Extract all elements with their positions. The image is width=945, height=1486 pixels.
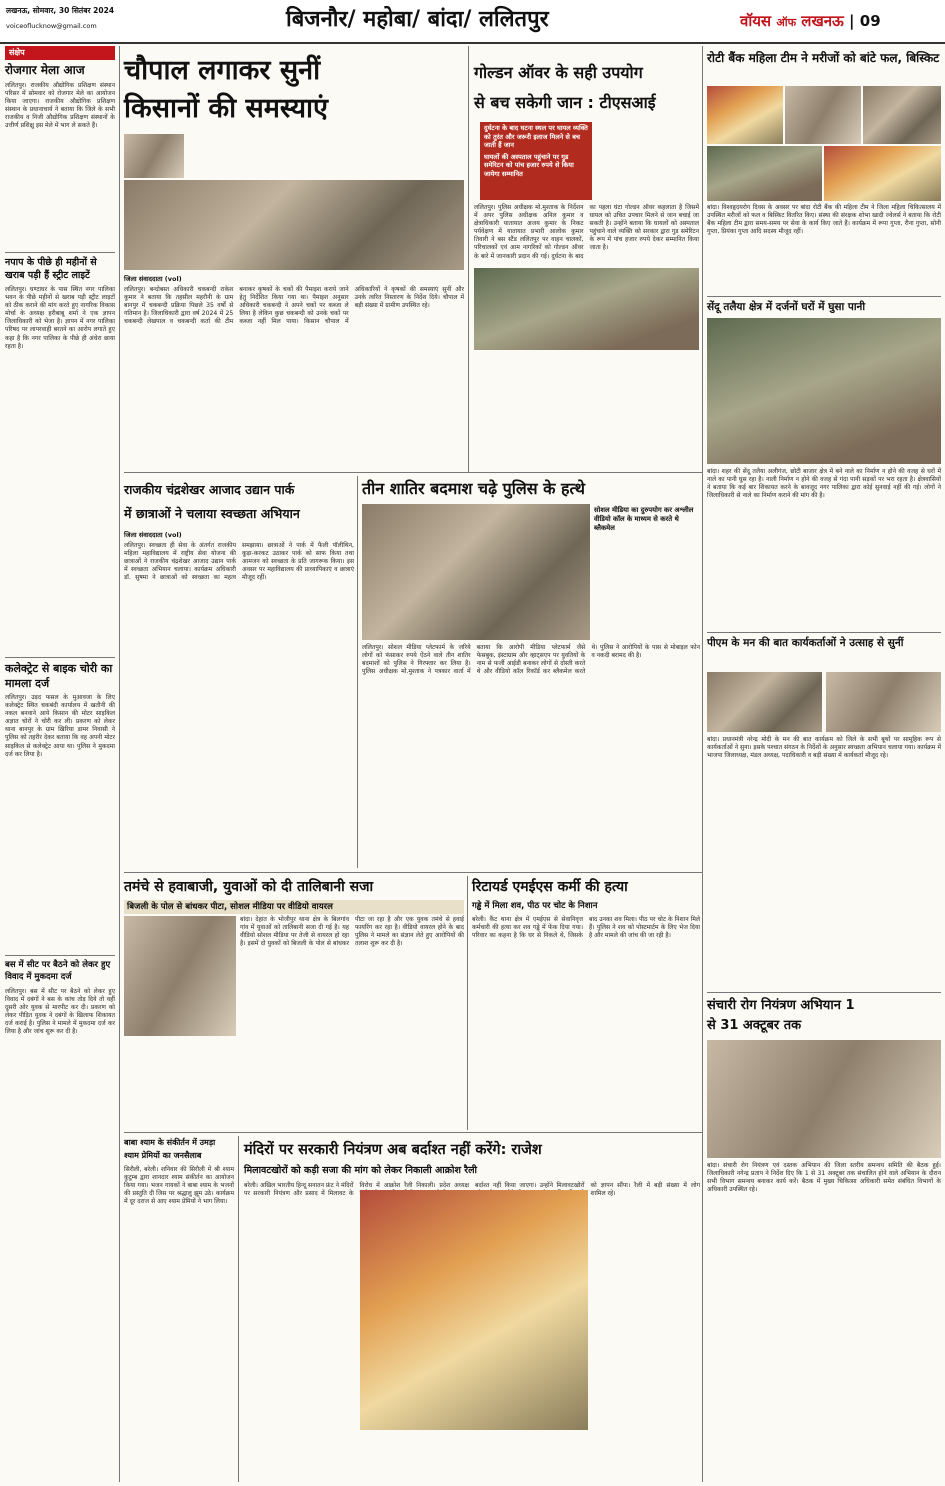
story1-photo-top <box>124 134 184 178</box>
story3-credit: जिला संवाददाता (vol) <box>124 531 182 539</box>
story1-photo-main <box>124 180 464 270</box>
pm-photo-1 <box>707 672 822 732</box>
roti-photo-1 <box>707 86 783 144</box>
sedu-photo <box>707 318 941 464</box>
brief1-body: ललितपुर। राजकीय औद्योगिक प्रशिक्षण संस्थान परिसर में सोमवार को रोजगार मेले का आयोजन किया जाएगा। राजकीय औद्योगिक प्रशिक्षण संस्थान के प्रधानाचार्य ने बताया कि जिले के सभी राजकीय व निजी औद्योगिक प्रशिक्षण संस्थानों के उत्तीर्ण प्रशिक्षु इस मेले में भाग ले सकते हैं। <box>5 82 117 130</box>
roti-photo-5 <box>824 146 941 201</box>
story5-headline: तमंचे से हवाबाजी, युवाओं को दी तालिबानी सजा <box>124 879 374 895</box>
story7-subhead: मिलावटखोरों को कड़ी सजा की मांग को लेकर निकाली आक्रोश रैली <box>244 1165 478 1176</box>
story4-body: ललितपुर। सोशल मीडिया प्लेटफार्म के जरिये लोगों को फंसाकर रुपये ऐंठने वाले तीन शातिर बदमाशों को पुलिस ने गिरफ्तार कर लिया है। पुलिस अधीक्षक मो.मुश्ताक ने पत्रकार वार्ता में बताया कि आरोपी मीडिया प्लेटफार्म जैसे फेसबुक, इंस्टाग्राम और व्हाट्सएप पर युवतियों के नाम से फर्जी आईडी बनाकर लोगों से दोस्ती करते थे और वीडियो कॉल रिकॉर्ड कर ब्लैकमेल करते थे। पुलिस ने आरोपियों के पास से मोबाइल फोन व नकदी बरामद की है। <box>362 644 702 676</box>
brief2-headline: नपाप के पीछे ही महीनों से खराब पड़ी हैं स्ट्रीट लाइटें <box>5 257 97 281</box>
story2-headline-line1: गोल्डन ऑवर के सही उपयोग <box>474 63 643 82</box>
pm-body: बांदा। प्रधानमंत्री नरेन्द्र मोदी के मन की बात कार्यक्रम को जिले के सभी बूथों पर सामूहिक रूप से कार्यकर्ताओं ने सुना। इसके पश्चात संगठन के निर्देशों के अनुसार स्वच्छता अभियान चलाया गया। कार्यक्रम में भाजपा जिलाध्यक्ष, मंडल अध्यक्ष, पदाधिकारी व बड़ी संख्या में कार्यकर्ता मौजूद रहे। <box>707 736 943 760</box>
sanchari-headline-line2: से 31 अक्टूबर तक <box>707 1018 802 1033</box>
story6-headline: रिटायर्ड एमईएस कर्मी की हत्या <box>472 879 628 895</box>
story4-headline: तीन शातिर बदमाश चढ़े पुलिस के हत्थे <box>362 479 585 498</box>
story5-body: बांदा। देहात के भोजीपुर थाना क्षेत्र के बिलगांव गांव में युवाओं को तालिबानी सजा दी गई है। यह वीडियो सोशल मीडिया पर तेजी से वायरल हो रहा है। इसमें दो युवकों को बिजली के पोल से बांधकर पीटा जा रहा है और एक युवक तमंचे से हवाई फायरिंग कर रहा है। वीडियो वायरल होने के बाद पुलिस ने मामले का संज्ञान लेते हुए आरोपियों की तलाश शुरू कर दी है। <box>240 916 466 948</box>
story3-headline-line1: राजकीय चंद्रशेखर आजाद उद्यान पार्क <box>124 482 295 497</box>
story2-photo <box>474 268 699 350</box>
story4-bullet: सोशल मीडिया का दुरुपयोग कर अश्लील वीडियो कॉल के माध्यम से करते थे ब्लैकमेल <box>594 506 694 532</box>
brand-of: ऑफ <box>776 16 797 29</box>
story7-photo <box>360 1190 588 1430</box>
briefs-label: संक्षेप <box>5 46 115 60</box>
story1-body: ललितपुर। बन्दोबस्त अधिकारी चकबन्दी राकेश कुमार ने बताया कि तहसील महरौनी के ग्राम बानपुर में चकबन्दी प्रक्रिया पिछले 35 वर्षों से गतिमान है। जिलाधिकारी द्वारा वर्ष 2024 में 25 चकबन्दी लेखपाल व चकबन्दी कर्ता की टीम बनाकर कृषकों के चकों की पैमाइश कराये जाने हेतु निर्देशित किया गया था। पैमाइश अनुसार अधिकारी चकबन्दी ने अपने चकों पर कब्जा ले लिया है लेकिन कुछ चकबन्दी को उनके चकों पर कब्जा नहीं मिल पाया। किसान चौपाल में अधिकारियों ने कृषकों की समस्याएं सुनीं और उनके त्वरित निस्तारण के निर्देश दिये। चौपाल में बड़ी संख्या में ग्रामीण उपस्थित रहे। <box>124 286 466 326</box>
masthead-date: लखनऊ, सोमवार, 30 सितंबर 2024 <box>6 6 115 15</box>
brand-left: वॉयस <box>740 12 772 30</box>
story4-highlight <box>594 506 700 548</box>
brief3-headline: कलेक्ट्रेट से बाइक चोरी का मामला दर्ज <box>5 662 113 690</box>
story2-headline <box>474 58 694 118</box>
page-number: 09 <box>859 12 881 30</box>
story2-highlights <box>480 122 592 200</box>
pm-photo-2 <box>826 672 941 732</box>
story2-body: ललितपुर। पुलिस अधीक्षक मो.मुश्ताक के निर्देशन में अपर पुलिस अधीक्षक अनिल कुमार व क्षेत्राधिकारी यातायात अजय कुमार के निकट पर्यवेक्षण में यातायात प्रभारी आलोक कुमार तिवारी ने बस स्टैंड ललितपुर पर वाहन चालकों, परिचालकों एवं आम नागरिकों को गोल्डन ऑवर के बारे में जानकारी प्रदान की गई। दुर्घटना के बाद का पहला घंटा गोल्डन ऑवर कहलाता है जिसमें घायल को उचित उपचार मिलने से जान बचाई जा सकती है। उन्होंने बताया कि घायलों को अस्पताल पहुंचाने वाले व्यक्ति को सरकार द्वारा गुड समेरिटन के रूप में पांच हजार रुपये देकर सम्मानित किया जाता है। <box>474 204 701 260</box>
story4-photo <box>362 504 590 640</box>
brief4-body: ललितपुर। बस में सीट पर बैठने को लेकर हुए विवाद में दबंगों ने बस के कांच तोड़ दिये तो वहीं दूसरी ओर युवक से मारपीट कर दी। प्रकरण को लेकर पीड़ित युवक ने दबंगों के खिलाफ शिकायत दर्ज कराई है। पुलिस ने मामले में मुकदमा दर्ज कर लिया है और जांच शुरू कर दी है। <box>5 988 117 1036</box>
shyam-headline-line1: बाबा श्याम के संकीर्तन में उमड़ा <box>124 1138 216 1147</box>
sanchari-body: बांदा। संचारी रोग नियंत्रण एवं दस्तक अभियान की जिला स्तरीय समन्वय समिति की बैठक हुई। जिलाधिकारी नगेन्द्र प्रताप ने निर्देश दिए कि 1 से 31 अक्टूबर तक संचालित होने वाले अभियान के दौरान सभी विभाग समन्वय बनाकर कार्य करें। बैठक में मुख्य चिकित्सा अधिकारी समेत संबंधित विभागों के अधिकारी उपस्थित रहे। <box>707 1162 943 1194</box>
shyam-headline-line2: श्याम प्रेमियों का जनसैलाब <box>124 1151 202 1160</box>
story5-photo <box>124 916 236 1036</box>
story5-subhead: बिजली के पोल से बांधकर पीटा, सोशल मीडिया पर वीडियो वायरल <box>124 900 464 914</box>
edition-title: बिजनौर/ महोबा/ बांदा/ ललितपुर <box>286 7 549 32</box>
story3-body: ललितपुर। स्वच्छता ही सेवा के अंतर्गत राजकीय महिला महाविद्यालय में राष्ट्रीय सेवा योजना की छात्राओं ने राजकीय चंद्रशेखर आजाद उद्यान पार्क में स्वच्छता अभियान चलाया। कार्यक्रम अधिकारी डॉ. सुषमा ने छात्राओं को स्वच्छता का महत्व समझाया। छात्राओं ने पार्क में फैली पॉलीथिन, कूड़ा-करकट उठाकर पार्क को साफ किया तथा आमजन को स्वच्छता के प्रति जागरूक किया। इस अवसर पर महाविद्यालय की प्राध्यापिकाएं व छात्राएं मौजूद रहीं। <box>124 542 356 582</box>
sanchari-headline <box>707 996 941 1036</box>
story6-body: बरेली। कैंट थाना क्षेत्र में एमईएस से सेवानिवृत्त कर्मचारी की हत्या कर शव गड्ढे में फेंक दिया गया। परिवार का कहना है कि घर से निकले थे, जिसके बाद उनका शव मिला। पीठ पर चोट के निशान मिले हैं। पुलिस ने शव को पोस्टमार्टम के लिए भेज दिया है और मामले की जांच की जा रही है। <box>472 916 702 940</box>
pm-headline: पीएम के मन की बात कार्यकर्ताओं ने उत्साह से सुनीं <box>707 637 904 649</box>
roti-headline: रोटी बैंक महिला टीम ने मरीजों को बांटे फल, बिस्किट <box>707 51 940 65</box>
masthead <box>0 0 945 44</box>
roti-body: बांदा। विश्वहृदयरोग दिवस के अवसर पर बांदा रोटी बैंक की महिला टीम ने जिला महिला चिकित्सालय में उपस्थित मरीजों को फल व बिस्किट वितरित किए। संस्था की संरक्षक शोभा खादी ज्वेलर्स ने बताया कि रोटी बैंक महिला टीम द्वारा समय-समय पर सेवा के कार्य किए जाते हैं। कार्यक्रम में रूपा गुप्ता, रीना गुप्ता, सोनी गुप्ता, प्रियंका गुप्ता आदि सदस्य मौजूद रहीं। <box>707 204 943 236</box>
story6-subhead: गड्ढे में मिला शव, पीठ पर चोट के निशान <box>472 901 598 911</box>
roti-photo-4 <box>707 146 822 201</box>
story1-headline-line2: किसानों की समस्याएं <box>124 93 328 124</box>
story1-headline <box>124 52 464 128</box>
sedu-body: बांदा। शहर की सेंदू तलैया अलीगंज, छोटी बाजार क्षेत्र में बने नाले का निर्माण न होने की वजह से घरों में नाले का पानी घुस रहा है। नाली निर्माण न होने की वजह से गंदा पानी सड़कों पर भरा रहता है। क्षेत्रवासियों ने बताया कि कई बार शिकायत करने के बावजूद नगर पालिका द्वारा कोई सुनवाई नहीं की गई। लोगों ने जिलाधिकारी से नाले का निर्माण कराने की मांग की है। <box>707 468 943 500</box>
story2-headline-line2: से बच सकेगी जान : टीएसआई <box>474 93 656 112</box>
brand-right: लखनऊ <box>801 12 844 30</box>
masthead-email: voiceoflucknow@gmail.com <box>6 22 97 30</box>
story7-headline: मंदिरों पर सरकारी नियंत्रण अब बर्दाश्त नहीं करेंगे: राजेश <box>244 1142 542 1158</box>
sedu-headline: सेंदू तलैया क्षेत्र में दर्जनों घरों में घुसा पानी <box>707 301 866 313</box>
story3-headline-line2: में छात्राओं ने चलाया स्वच्छता अभियान <box>124 506 300 521</box>
story2-bullet2: घायलों की अस्पताल पहुंचाने पर गुड समेरिटन को पांच हजार रुपये से किया जायेगा सम्मानित <box>484 152 574 178</box>
story3-headline <box>124 478 354 526</box>
shyam-headline <box>124 1136 234 1162</box>
story7-body: बरेली। अखिल भारतीय हिन्दू सनातन फ्रंट ने मंदिरों पर सरकारी नियंत्रण और प्रसाद में मिलावट के विरोध में आक्रोश रैली निकाली। प्रदेश अध्यक्ष बर्दाश्त नहीं किया जाएगा। उन्होंने मिलावटखोरों को ज्ञापन सौंपा। रैली में बड़ी संख्या में लोग शामिल रहे। <box>244 1182 700 1198</box>
brief4-headline: बस में सीट पर बैठने को लेकर हुए विवाद में मुकदमा दर्ज <box>5 960 111 982</box>
brief1-headline: रोजगार मेला आज <box>5 63 85 77</box>
roti-photo-3 <box>863 86 941 144</box>
shyam-body: सिरौली, बरेली। शनिवार की सिरौली में श्री श्याम कुटुम्ब द्वारा शानदार श्याम संकीर्तन का आयोजन किया गया। भजन गायकों ने बाबा श्याम के भजनों की प्रस्तुति दी जिस पर श्रद्धालु झूम उठे। कार्यक्रम में दूर दराज से आए श्याम प्रेमियों ने भाग लिया। <box>124 1166 236 1206</box>
sanchari-photo <box>707 1040 941 1158</box>
story2-bullet1: दुर्घटना के बाद घटना स्थल पर घायल व्यक्ति को तुरंत और जरूरी इलाज मिलने से बच जाती हैं जान <box>484 124 588 149</box>
brief2-body: ललितपुर। घण्टाघर के पास स्थित नगर पालिका भवन के पीछे महीनों से खराब पड़ी स्ट्रीट लाइटों को ठीक कराने की मांग करते हुए नागरिक विकास मोर्चा के अध्यक्ष हरीबाबू शर्मा ने एक ज्ञापन जिलाधिकारी को भेजा है। ज्ञापन में नगर पालिका परिषद पर लापरवाही बरतने का आरोप लगाते हुए कहा है कि नगर पालिका के पीछे ही अंधेरा छाया रहता है। <box>5 286 117 350</box>
brief3-body: ललितपुर। उड़द फसल के मुआवजा के लिए कलेक्ट्रेट स्थित चकबंदी कार्यालय में खतौनी की नकल बनवाने आये किसान की मोटर साइकिल अज्ञात चोरों ने चोरी कर ली। प्रकरण को लेकर थाना बानपुर के ग्राम खिरिया डामर निवासी ने पुलिस को तहरीर देकर बताया कि वह अपनी मोटर साइकिल से कलेक्ट्रेट आया था। पुलिस ने मुकदमा दर्ज कर लिया है। <box>5 694 117 758</box>
sanchari-headline-line1: संचारी रोग नियंत्रण अभियान 1 <box>707 998 855 1013</box>
roti-photo-2 <box>785 86 861 144</box>
story1-credit: जिला संवाददाता (vol) <box>124 275 182 283</box>
story1-headline-line1: चौपाल लगाकर सुनीं <box>124 55 321 86</box>
brand-logo: वॉयस ऑफ लखनऊ | 09 <box>740 12 881 30</box>
